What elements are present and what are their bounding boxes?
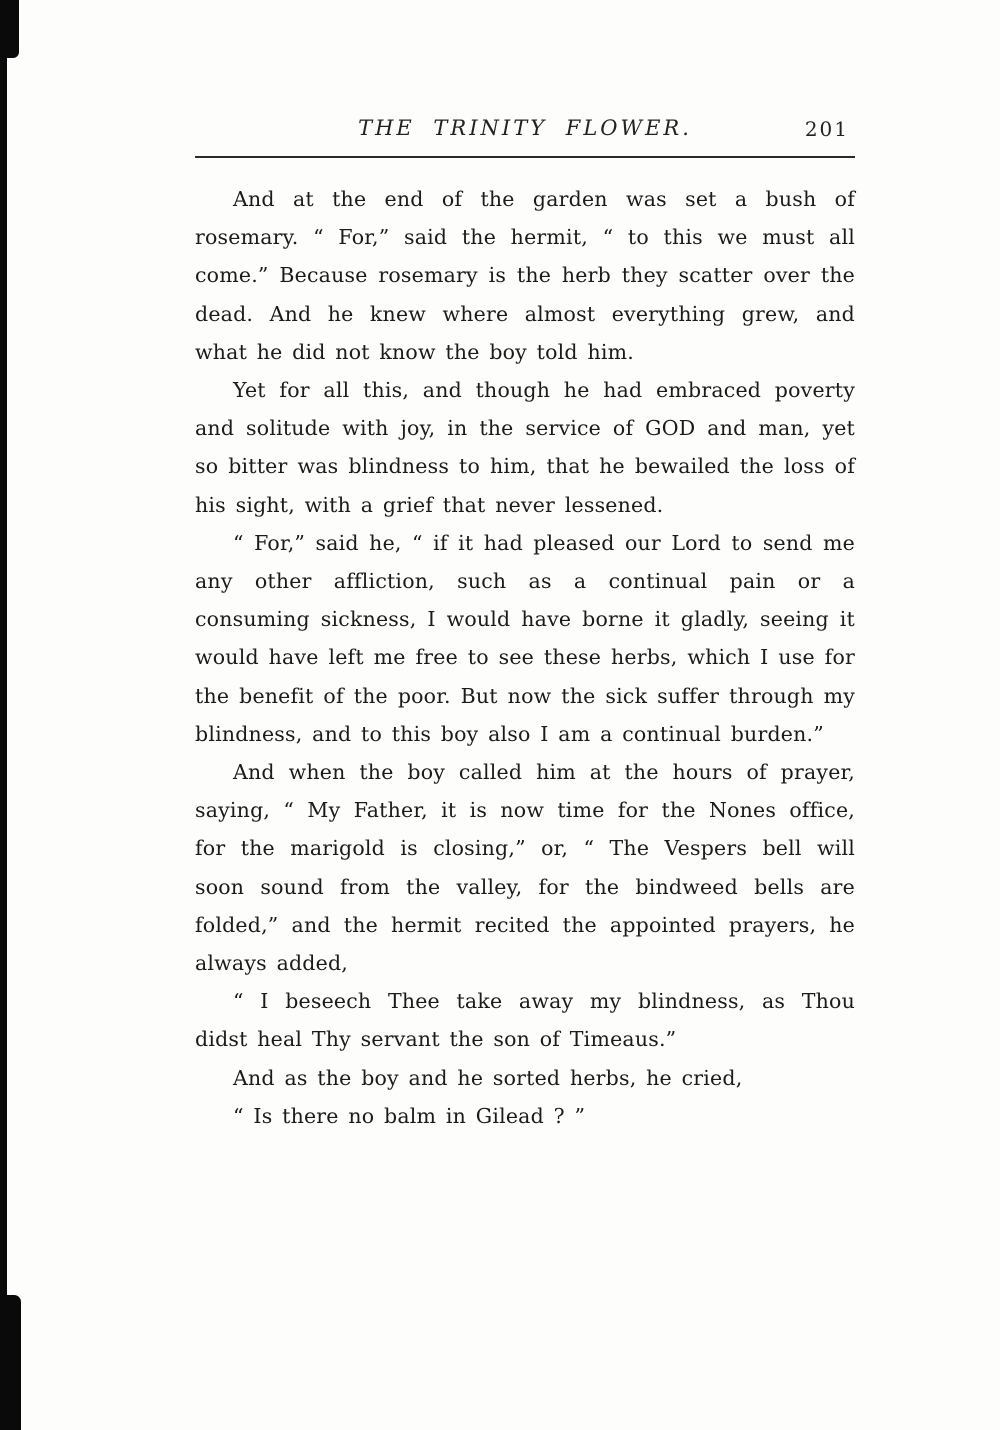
paragraph: “ I beseech Thee take away my blindness, as Thou didst heal Thy servant the son of Timeaus.” xyxy=(195,989,855,1052)
scan-edge-line xyxy=(0,0,7,1430)
page-content xyxy=(195,116,855,1135)
body-text xyxy=(195,180,855,1135)
paragraph: And when the boy called him at the hours of prayer, saying, “ My Father, it is now time for the Nones office, for the marigold is closing,” or, “ The Vespers bell will soon sound from the valley, for the bindweed bells are folded,” and the hermit recited the appointed prayers, he always added, xyxy=(195,760,855,976)
paragraph: “ For,” said he, “ if it had pleased our Lord to send me any other affliction, such as a continual pain or a consuming sickness, I would have borne it gladly, seeing it would have left me free to see these herbs, which I use for the benefit of the poor. But now the sick suffer through my blindness, and to this boy also I am a continual burden.” xyxy=(195,530,855,746)
running-head xyxy=(195,116,855,150)
scan-edge-top-blot xyxy=(0,0,19,58)
page-number: 201 xyxy=(804,117,849,141)
paragraph: “ Is there no balm in Gilead ? ” xyxy=(233,1103,586,1128)
paragraph: Yet for all this, and though he had embraced poverty and solitude with joy, in the service of GOD and man, yet so bitter was blindness to him, that he bewailed the loss of his sight, with a grief that never lessened. xyxy=(195,378,855,517)
paragraph: And as the boy and he sorted herbs, he cried, xyxy=(233,1065,743,1090)
page-title: THE TRINITY FLOWER. xyxy=(358,116,692,140)
scan-edge-bottom-blot xyxy=(0,1295,21,1430)
header-rule xyxy=(195,156,855,158)
paragraph: And at the end of the garden was set a bush of rosemary. “ For,” said the hermit, “ to this we must all come.” Because rosemary is the herb they scatter over the dead. And he knew where almost everything grew, and what he did not know the boy told him. xyxy=(195,187,855,364)
